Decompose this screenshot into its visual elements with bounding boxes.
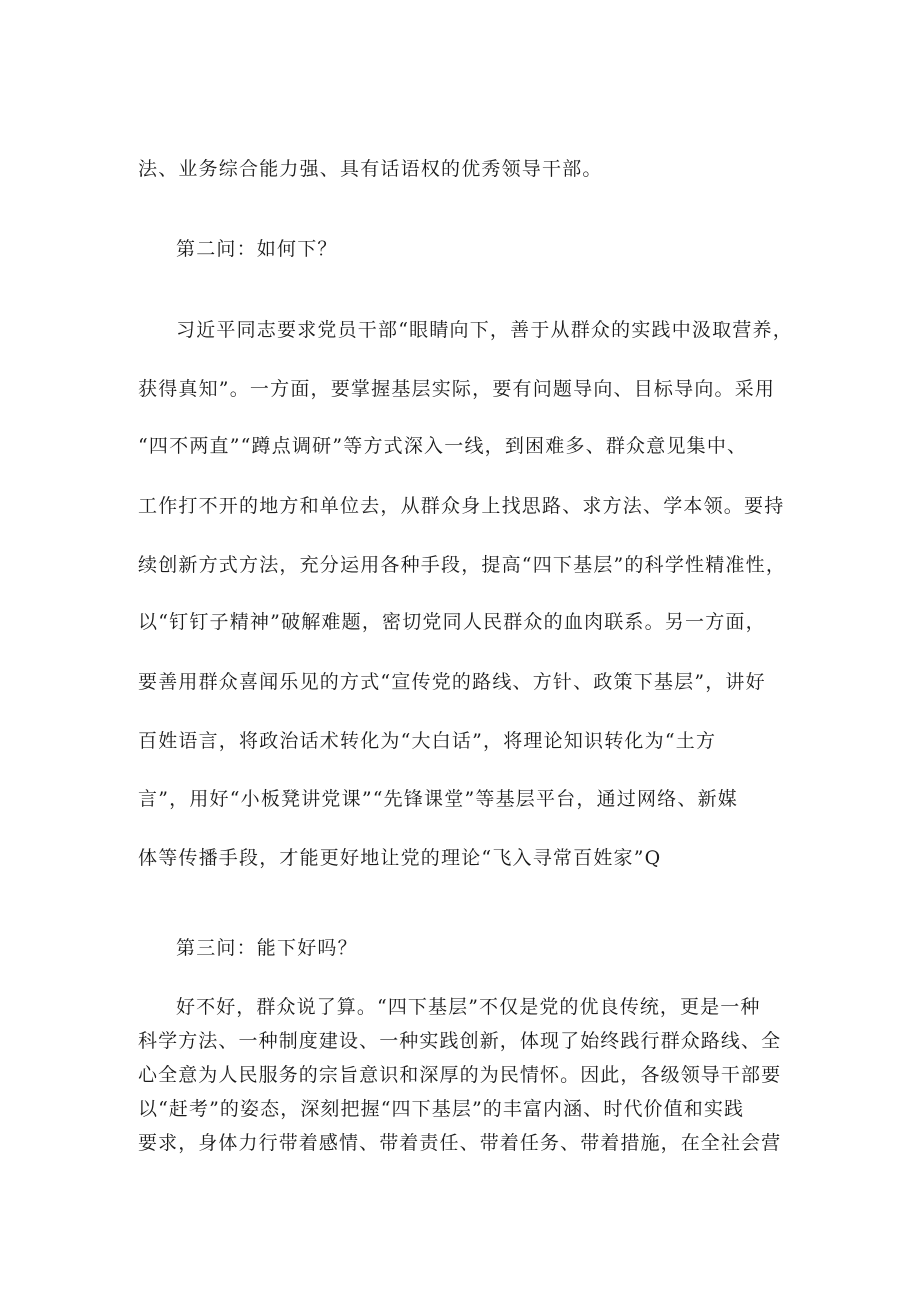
paragraph-line: 工作打不开的地方和单位去，从群众身上找思路、求方法、学本领。要持 bbox=[138, 495, 785, 517]
paragraph-line: 心全意为人民服务的宗旨意识和深厚的为民情怀。因此，各级领导干部要 bbox=[138, 1064, 782, 1086]
paragraph-line: 以“钉钉子精神”破解难题，密切党同人民群众的血肉联系。另一方面， bbox=[138, 611, 766, 633]
section-heading-3: 第三问：能下好吗？ bbox=[176, 937, 358, 959]
paragraph-line: 百姓语言，将政治话术转化为“大白话”，将理论知识转化为“土方 bbox=[138, 730, 717, 752]
paragraph-line: 续创新方式方法，充分运用各种手段，提高“四下基层”的科学性精准性， bbox=[138, 554, 787, 576]
paragraph-line: 科学方法、一种制度建设、一种实践创新，体现了始终践行群众路线、全 bbox=[138, 1030, 782, 1052]
paragraph-line: 体等传播手段，才能更好地让党的理论“飞入寻常百姓家”Q bbox=[138, 847, 662, 869]
paragraph-line: 要求，身体力行带着感情、带着责任、带着任务、带着措施，在全社会营 bbox=[138, 1132, 782, 1154]
paragraph-line: “四不两直”“蹲点调研”等方式深入一线，到困难多、群众意见集中、 bbox=[138, 435, 748, 457]
paragraph-line: 获得真知”。一方面，要掌握基层实际，要有问题导向、目标导向。采用 bbox=[138, 378, 776, 400]
section-heading-2: 第二问：如何下？ bbox=[176, 238, 338, 260]
paragraph-line: 习近平同志要求党员干部“眼睛向下，善于从群众的实践中汲取营养， bbox=[176, 319, 793, 341]
paragraph-line: 好不好，群众说了算。“四下基层”不仅是党的优良传统，更是一种 bbox=[176, 996, 761, 1018]
paragraph-line: 法、业务综合能力强、具有话语权的优秀领导干部。 bbox=[138, 158, 603, 180]
paragraph-line: 要善用群众喜闻乐见的方式“宣传党的路线、方针、政策下基层”，讲好 bbox=[138, 671, 766, 693]
paragraph-line: 以“赶考”的姿态，深刻把握“四下基层”的丰富内涵、时代价值和实践 bbox=[138, 1098, 745, 1120]
paragraph-line: 言”，用好“小板凳讲党课”“先锋课堂”等基层平台，通过网络、新媒 bbox=[138, 788, 738, 810]
